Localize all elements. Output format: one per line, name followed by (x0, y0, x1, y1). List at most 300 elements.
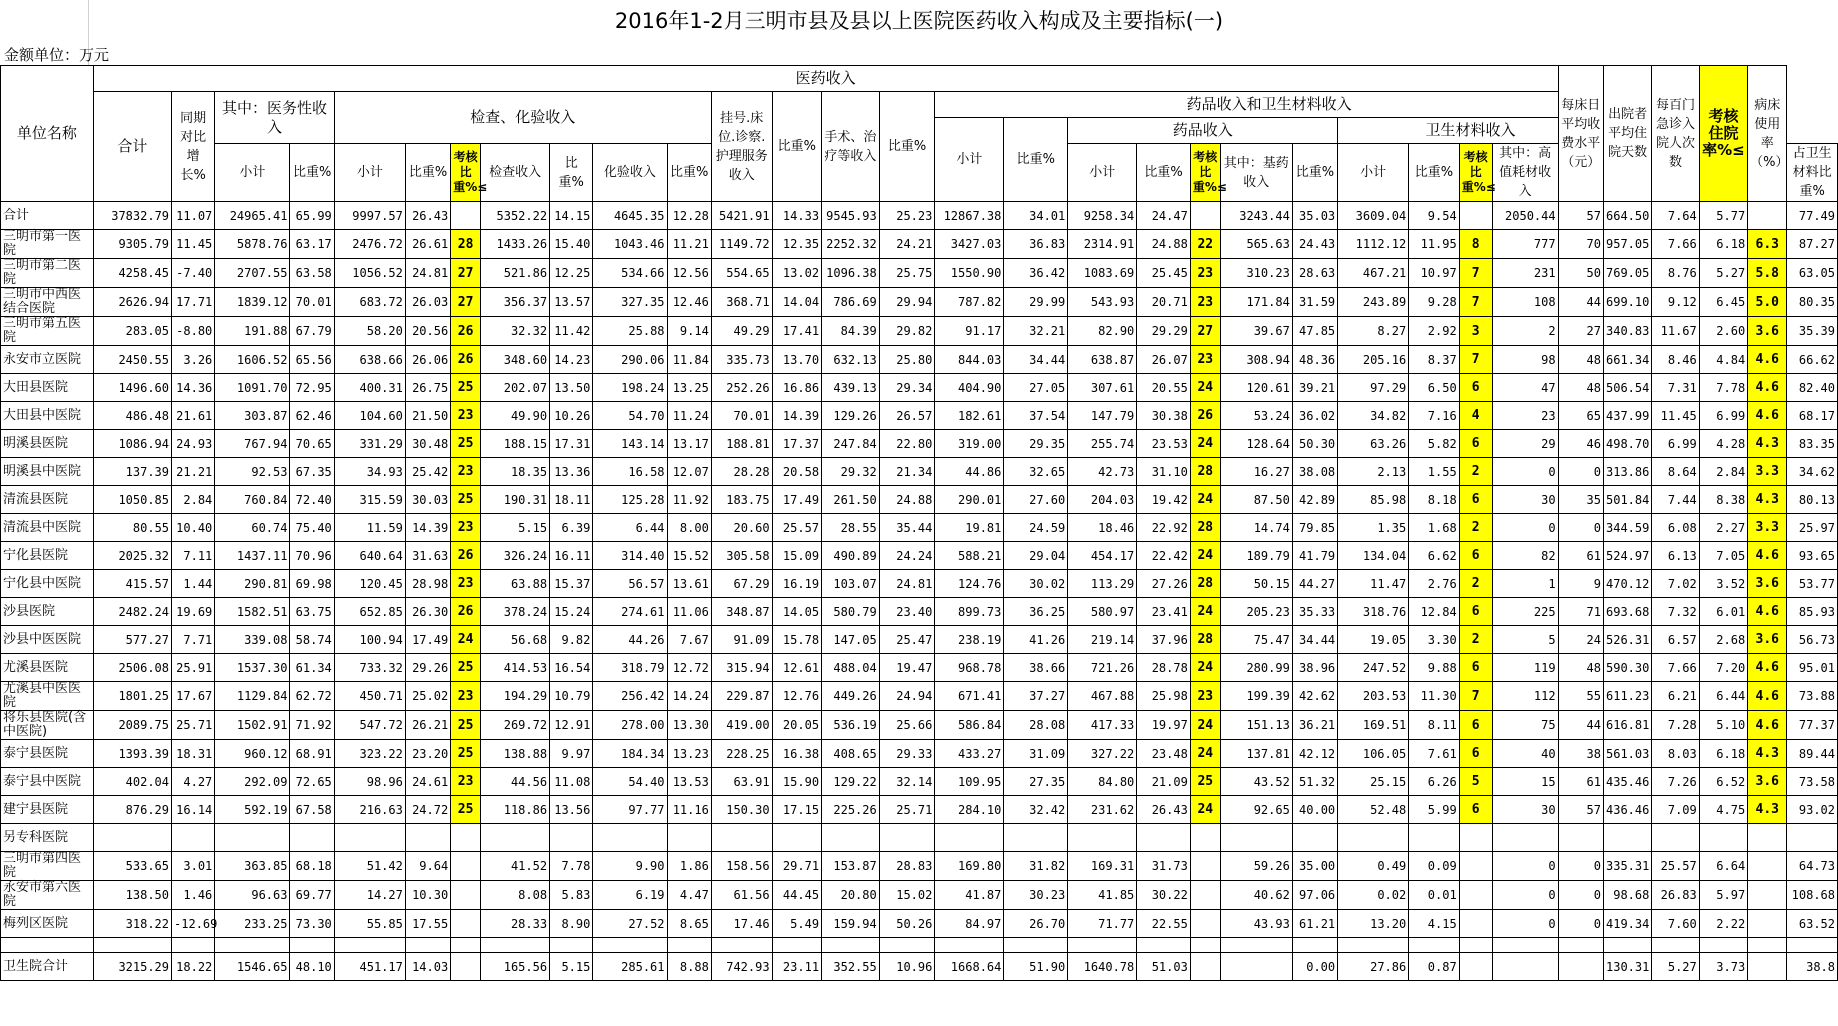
table-cell: 290.06 (593, 346, 667, 374)
table-cell: 59.26 (1220, 852, 1292, 881)
table-cell: 150.30 (711, 796, 772, 824)
table-cell: 58.20 (334, 317, 405, 346)
table-cell (1137, 824, 1191, 852)
table-cell: 151.13 (1220, 711, 1292, 740)
table-row (1, 202, 1838, 230)
table-cell: 56.57 (593, 570, 667, 598)
table-cell: 71.77 (1068, 910, 1137, 938)
table-cell: 5 (1492, 626, 1558, 654)
header-registration-share: 比重% (772, 92, 821, 202)
table-cell: 417.33 (1068, 711, 1137, 740)
table-cell: 49.29 (711, 317, 772, 346)
table-cell: 12.35 (772, 230, 821, 259)
table-cell: 36.25 (1004, 598, 1068, 626)
table-cell: 13.02 (772, 259, 821, 288)
table-cell: 12.61 (772, 654, 821, 682)
table-cell: 63.75 (290, 598, 334, 626)
table-cell: 42.89 (1292, 486, 1337, 514)
table-cell: 20.05 (772, 711, 821, 740)
table-cell: 11.30 (1409, 682, 1459, 711)
header-yoy: 同期对比增长% (172, 92, 215, 202)
header-medical-income: 医药收入 (93, 66, 1558, 92)
table-cell: 61.56 (711, 881, 772, 910)
table-cell: 31.59 (1292, 288, 1337, 317)
table-cell: 6.13 (1652, 542, 1699, 570)
table-cell: 292.09 (215, 768, 290, 796)
table-cell: 25.91 (172, 654, 215, 682)
table-cell: 188.15 (481, 430, 550, 458)
table-cell: 11.67 (1652, 317, 1699, 346)
table-cell (879, 824, 935, 852)
table-cell: 2 (1459, 458, 1492, 486)
table-cell: 4.75 (1699, 796, 1747, 824)
table-cell: 3609.04 (1338, 202, 1409, 230)
table-cell: 30.02 (1004, 570, 1068, 598)
table-cell: 15.78 (772, 626, 821, 654)
row-label: 三明市第五医院 (1, 317, 94, 346)
table-cell: 3.6 (1748, 570, 1787, 598)
table-cell: 5.82 (1409, 430, 1459, 458)
table-cell: 8.64 (1652, 458, 1699, 486)
table-cell (1004, 824, 1068, 852)
header-material: 卫生材料收入 (1338, 118, 1604, 144)
table-cell: 14.36 (172, 374, 215, 402)
table-cell: 65.56 (290, 346, 334, 374)
table-row (1, 317, 1838, 346)
table-cell: -7.40 (172, 259, 215, 288)
table-cell: 56.73 (1787, 626, 1838, 654)
table-cell: 7.20 (1699, 654, 1747, 682)
table-cell: 315.59 (334, 486, 405, 514)
table-cell: 25 (1190, 768, 1220, 796)
table-cell: 777 (1492, 230, 1558, 259)
empty-cell (1459, 938, 1492, 953)
table-cell: 63.52 (1787, 910, 1838, 938)
empty-cell (1787, 938, 1838, 953)
table-cell: 6.99 (1652, 430, 1699, 458)
currency-unit-label: 金额单位：万元 (4, 46, 110, 64)
table-cell: 48.10 (290, 953, 334, 981)
table-cell: 8.76 (1652, 259, 1699, 288)
table-cell: 17.55 (405, 910, 450, 938)
table-cell: 592.19 (215, 796, 290, 824)
table-cell: 219.14 (1068, 626, 1137, 654)
header-exam-share: 比重% (405, 144, 450, 202)
table-cell (405, 824, 450, 852)
table-cell: 205.23 (1220, 598, 1292, 626)
table-cell: 12.07 (667, 458, 711, 486)
table-cell: 17.49 (772, 486, 821, 514)
table-cell (451, 910, 481, 938)
header-bed-daily-fee: 每床日平均收费水平（元） (1558, 66, 1603, 202)
table-cell: 16.38 (772, 740, 821, 768)
table-cell: 9.97 (550, 740, 593, 768)
table-cell: 12.76 (772, 682, 821, 711)
table-cell: 28.08 (1004, 711, 1068, 740)
row-label: 卫生院合计 (1, 953, 94, 981)
table-cell: 7.05 (1699, 542, 1747, 570)
table-cell: 49.90 (481, 402, 550, 430)
table-cell: -8.80 (172, 317, 215, 346)
table-cell: 93.65 (1787, 542, 1838, 570)
row-label: 将乐县医院(含中医院) (1, 711, 94, 740)
table-cell: 23 (1190, 346, 1220, 374)
table-cell: 0 (1492, 458, 1558, 486)
table-cell: 4.6 (1748, 711, 1787, 740)
table-cell: 0 (1492, 881, 1558, 910)
table-cell: 96.63 (215, 881, 290, 910)
table-cell: 6.50 (1409, 374, 1459, 402)
table-cell: 29.26 (405, 654, 450, 682)
table-cell: 198.24 (593, 374, 667, 402)
table-cell: 27.52 (593, 910, 667, 938)
table-cell: 113.29 (1068, 570, 1137, 598)
table-row (1, 430, 1838, 458)
table-cell: 29.35 (1004, 430, 1068, 458)
table-cell: 6.21 (1652, 682, 1699, 711)
table-cell: 5.49 (772, 910, 821, 938)
table-cell: 25.15 (1338, 768, 1409, 796)
table-cell: 1801.25 (93, 682, 171, 711)
table-cell: 467.88 (1068, 682, 1137, 711)
table-cell: 356.37 (481, 288, 550, 317)
table-cell: 231 (1492, 259, 1558, 288)
table-cell: 4.27 (172, 768, 215, 796)
table-cell: 733.32 (334, 654, 405, 682)
table-cell: 8.88 (667, 953, 711, 981)
table-cell: 20.60 (711, 514, 772, 542)
table-cell: 67.79 (290, 317, 334, 346)
table-cell: 6 (1459, 486, 1492, 514)
table-cell: 19.05 (1338, 626, 1409, 654)
table-cell: 8.11 (1409, 711, 1459, 740)
table-cell: 25.71 (879, 796, 935, 824)
header-dm-share: 比重% (1004, 118, 1068, 202)
table-cell: 108 (1492, 288, 1558, 317)
table-row (1, 740, 1838, 768)
table-cell (667, 824, 711, 852)
table-cell: 588.21 (935, 542, 1004, 570)
table-cell: 0.87 (1409, 953, 1459, 981)
table-cell: 36.42 (1004, 259, 1068, 288)
table-cell: 2050.44 (1492, 202, 1558, 230)
table-cell (1459, 202, 1492, 230)
table-cell: 590.30 (1603, 654, 1651, 682)
table-cell: 290.81 (215, 570, 290, 598)
table-cell (93, 824, 171, 852)
table-cell: 39.67 (1220, 317, 1292, 346)
table-cell: 34.01 (1004, 202, 1068, 230)
table-cell: 1606.52 (215, 346, 290, 374)
table-cell (1459, 852, 1492, 881)
table-cell: 449.26 (822, 682, 880, 711)
table-cell: 23.11 (772, 953, 821, 981)
table-cell: 490.89 (822, 542, 880, 570)
table-cell (1190, 953, 1220, 981)
table-cell: 104.60 (334, 402, 405, 430)
table-cell: 23.20 (405, 740, 450, 768)
table-cell: 26.03 (405, 288, 450, 317)
table-cell: 5878.76 (215, 230, 290, 259)
table-cell: 93.02 (1787, 796, 1838, 824)
table-cell: 16.54 (550, 654, 593, 682)
table-cell: 20.80 (822, 881, 880, 910)
table-cell: 29.34 (879, 374, 935, 402)
table-cell: 25 (451, 796, 481, 824)
table-cell: 34.62 (1787, 458, 1838, 486)
table-cell: 7.26 (1652, 768, 1699, 796)
table-cell: 32.21 (1004, 317, 1068, 346)
table-cell: 13.17 (667, 430, 711, 458)
table-row (1, 796, 1838, 824)
table-cell: 61.34 (290, 654, 334, 682)
table-cell: 24.47 (1137, 202, 1191, 230)
table-cell: 21.50 (405, 402, 450, 430)
table-cell: 13.61 (667, 570, 711, 598)
header-essential-drug: 其中：基药收入 (1220, 144, 1292, 202)
table-cell: 0 (1558, 881, 1603, 910)
table-cell: 25 (451, 711, 481, 740)
table-cell: 18.11 (550, 486, 593, 514)
table-cell: 17.41 (772, 317, 821, 346)
report-title: 2016年1-2月三明市县及县以上医院医药收入构成及主要指标(一) (614, 9, 1224, 33)
table-cell: 9.28 (1409, 288, 1459, 317)
table-cell (550, 824, 593, 852)
table-cell: 182.61 (935, 402, 1004, 430)
empty-cell (290, 938, 334, 953)
table-cell: 42.12 (1292, 740, 1337, 768)
table-cell: 25.71 (172, 711, 215, 740)
header-total: 合计 (93, 92, 171, 202)
table-cell: 31.73 (1137, 852, 1191, 881)
header-essential-drug-share: 比重% (1292, 144, 1337, 202)
empty-cell (935, 938, 1004, 953)
table-row (1, 598, 1838, 626)
table-cell: 769.05 (1603, 259, 1651, 288)
table-cell: 30.23 (1004, 881, 1068, 910)
table-cell: 27.86 (1338, 953, 1409, 981)
table-cell: 339.08 (215, 626, 290, 654)
table-cell: 2450.55 (93, 346, 171, 374)
table-cell: 55 (1558, 682, 1603, 711)
table-cell: 26 (451, 346, 481, 374)
table-cell: 82.90 (1068, 317, 1137, 346)
table-cell (1190, 824, 1220, 852)
table-cell: 42.62 (1292, 682, 1337, 711)
table-cell: 71 (1558, 598, 1603, 626)
table-cell: 319.00 (935, 430, 1004, 458)
table-cell: 51.03 (1137, 953, 1191, 981)
table-cell: 40.62 (1220, 881, 1292, 910)
table-cell: 43.52 (1220, 768, 1292, 796)
table-cell (772, 824, 821, 852)
table-cell: 3215.29 (93, 953, 171, 981)
table-cell: 6.45 (1699, 288, 1747, 317)
table-cell: 183.75 (711, 486, 772, 514)
table-cell: 1433.26 (481, 230, 550, 259)
table-cell: 5.15 (481, 514, 550, 542)
table-cell: 7 (1459, 288, 1492, 317)
empty-cell (1338, 938, 1409, 953)
table-cell: 450.71 (334, 682, 405, 711)
table-cell: 4 (1459, 402, 1492, 430)
table-cell: 129.26 (822, 402, 880, 430)
table-cell: 51.42 (334, 852, 405, 881)
table-cell: 50 (1558, 259, 1603, 288)
table-cell: 3.3 (1748, 514, 1787, 542)
table-cell: 7.61 (1409, 740, 1459, 768)
table-cell: 238.19 (935, 626, 1004, 654)
table-cell: 3.73 (1699, 953, 1747, 981)
table-cell: 24.72 (405, 796, 450, 824)
table-cell: 52.48 (1338, 796, 1409, 824)
table-cell: 28.78 (1137, 654, 1191, 682)
table-cell: 63.58 (290, 259, 334, 288)
table-cell: 14.33 (772, 202, 821, 230)
table-cell: 14.05 (772, 598, 821, 626)
table-cell: 10.40 (172, 514, 215, 542)
table-cell: 21.21 (172, 458, 215, 486)
table-cell: 24.88 (879, 486, 935, 514)
table-cell: 5.0 (1748, 288, 1787, 317)
table-cell: 194.29 (481, 682, 550, 711)
table-cell: 7.44 (1652, 486, 1699, 514)
table-cell: 26.06 (405, 346, 450, 374)
table-cell: 26.21 (405, 711, 450, 740)
table-cell: 53.77 (1787, 570, 1838, 598)
table-cell: 77.37 (1787, 711, 1838, 740)
report-table (0, 65, 1838, 981)
table-cell: 565.63 (1220, 230, 1292, 259)
table-cell: 65.99 (290, 202, 334, 230)
table-cell: 54.40 (593, 768, 667, 796)
table-cell: 15.90 (772, 768, 821, 796)
table-cell (1699, 824, 1747, 852)
table-cell: 15.37 (550, 570, 593, 598)
table-cell: 13.70 (772, 346, 821, 374)
table-cell: 19.97 (1137, 711, 1191, 740)
table-cell: 97.06 (1292, 881, 1337, 910)
table-cell: 8.65 (667, 910, 711, 938)
table-cell: 128.64 (1220, 430, 1292, 458)
table-cell: 5.27 (1699, 259, 1747, 288)
table-cell: 29.71 (772, 852, 821, 881)
table-cell: 143.14 (593, 430, 667, 458)
table-cell: 467.21 (1338, 259, 1409, 288)
table-cell: 2.68 (1699, 626, 1747, 654)
table-cell: 147.79 (1068, 402, 1137, 430)
table-cell: 2314.91 (1068, 230, 1137, 259)
table-cell: 269.72 (481, 711, 550, 740)
table-cell: 134.04 (1338, 542, 1409, 570)
table-cell: 66.62 (1787, 346, 1838, 374)
table-row (1, 458, 1838, 486)
table-cell (290, 824, 334, 852)
table-cell: 204.03 (1068, 486, 1137, 514)
table-cell: 13.53 (667, 768, 711, 796)
table-cell: 335.73 (711, 346, 772, 374)
table-cell: 0 (1558, 514, 1603, 542)
table-cell: 4.6 (1748, 598, 1787, 626)
table-cell: 501.84 (1603, 486, 1651, 514)
table-cell: 8.00 (667, 514, 711, 542)
table-cell: 13.30 (667, 711, 711, 740)
table-cell: 26.43 (405, 202, 450, 230)
table-cell: 30.22 (1137, 881, 1191, 910)
table-cell (1459, 910, 1492, 938)
table-cell: 30.38 (1137, 402, 1191, 430)
table-cell: 29.33 (879, 740, 935, 768)
table-cell: 1096.38 (822, 259, 880, 288)
table-cell (1748, 881, 1787, 910)
table-cell: 40 (1492, 740, 1558, 768)
table-cell: 14.15 (550, 202, 593, 230)
table-cell: 25.98 (1137, 682, 1191, 711)
table-cell: 32.65 (1004, 458, 1068, 486)
table-cell: 6 (1459, 654, 1492, 682)
table-cell: 1112.12 (1338, 230, 1409, 259)
table-cell: 98.68 (1603, 881, 1651, 910)
table-cell: 1043.46 (593, 230, 667, 259)
table-cell: 15.09 (772, 542, 821, 570)
table-cell: 1537.30 (215, 654, 290, 682)
table-cell: 11.16 (667, 796, 711, 824)
table-cell: 1083.69 (1068, 259, 1137, 288)
table-cell: 24.81 (405, 259, 450, 288)
table-cell: 14.39 (405, 514, 450, 542)
table-cell: 25.45 (1137, 259, 1191, 288)
table-cell: 28.83 (879, 852, 935, 881)
table-cell: 2.60 (1699, 317, 1747, 346)
table-cell: 767.94 (215, 430, 290, 458)
table-cell: 24.94 (879, 682, 935, 711)
table-cell (1748, 953, 1787, 981)
table-cell: 3.26 (172, 346, 215, 374)
table-cell: 6 (1459, 430, 1492, 458)
table-cell: 0.02 (1338, 881, 1409, 910)
table-cell: 760.84 (215, 486, 290, 514)
header-material-subtotal: 小计 (1338, 144, 1409, 202)
table-cell: 8.37 (1409, 346, 1459, 374)
table-cell: 340.83 (1603, 317, 1651, 346)
table-cell (1787, 824, 1838, 852)
table-cell: 23.53 (1137, 430, 1191, 458)
table-cell: 188.81 (711, 430, 772, 458)
table-cell: 89.44 (1787, 740, 1838, 768)
table-cell: 17.71 (172, 288, 215, 317)
table-cell: 165.56 (481, 953, 550, 981)
table-cell: 19.81 (935, 514, 1004, 542)
table-cell: 787.82 (935, 288, 1004, 317)
table-cell: 184.34 (593, 740, 667, 768)
empty-cell (1652, 938, 1699, 953)
table-cell: 693.68 (1603, 598, 1651, 626)
table-cell: 14.23 (550, 346, 593, 374)
table-cell: 12.25 (550, 259, 593, 288)
table-cell: 1086.94 (93, 430, 171, 458)
table-cell: 109.95 (935, 768, 1004, 796)
table-cell: 28.98 (405, 570, 450, 598)
table-cell: 35 (1558, 486, 1603, 514)
table-cell: 4645.35 (593, 202, 667, 230)
header-lab-income: 化验收入 (593, 144, 667, 202)
table-cell: 20.58 (772, 458, 821, 486)
table-cell: 4.6 (1748, 346, 1787, 374)
table-cell: 2.27 (1699, 514, 1747, 542)
table-cell: 29 (1492, 430, 1558, 458)
table-cell: 308.94 (1220, 346, 1292, 374)
table-cell: 638.66 (334, 346, 405, 374)
